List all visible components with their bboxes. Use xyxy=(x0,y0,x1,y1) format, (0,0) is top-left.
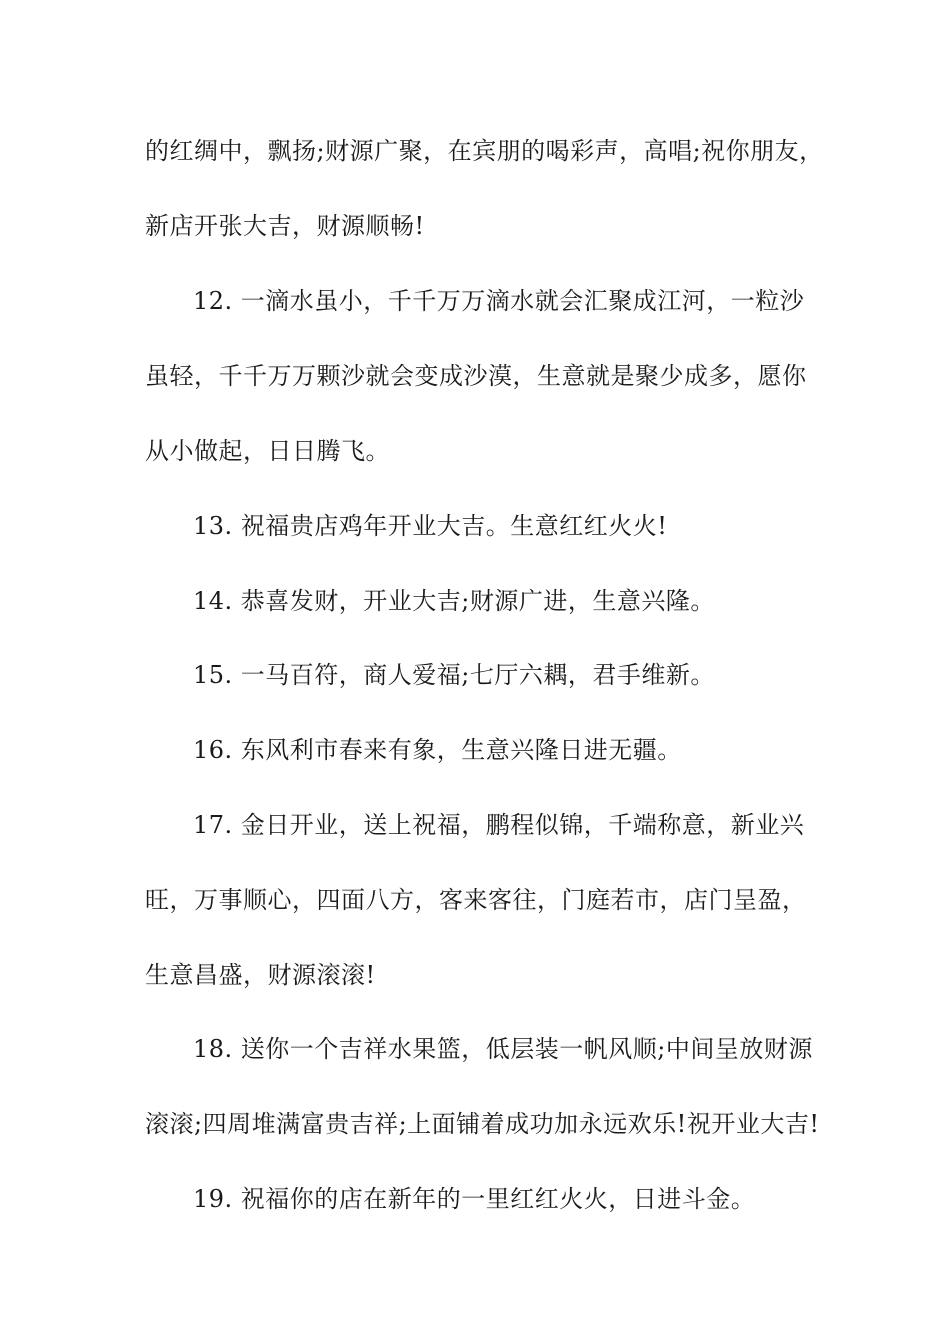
text-line: 虽轻，千千万万颗沙就会变成沙漠，生意就是聚少成多，愿你 xyxy=(145,362,807,390)
list-item-17: 17. 金日开业，送上祝福，鹏程似锦，千端称意，新业兴 xyxy=(193,811,805,839)
text-line: 的红绸中，飘扬;财源广聚，在宾朋的喝彩声，高唱;祝你朋友， xyxy=(145,137,824,165)
text-line: 从小做起，日日腾飞。 xyxy=(145,437,390,465)
list-item-18: 18. 送你一个吉祥水果篮，低层装一帆风顺;中间呈放财源 xyxy=(193,1035,813,1063)
list-item-12: 12. 一滴水虽小，千千万万滴水就会汇聚成江河，一粒沙 xyxy=(193,287,805,315)
text-line: 滚滚;四周堆满富贵吉祥;上面铺着成功加永远欢乐!祝开业大吉! xyxy=(145,1110,820,1138)
list-item-16: 16. 东风利市春来有象，生意兴隆日进无疆。 xyxy=(193,736,682,764)
text-line: 旺，万事顺心，四面八方，客来客往，门庭若市，店门呈盈， xyxy=(145,886,807,914)
text-line: 生意昌盛，财源滚滚! xyxy=(145,961,376,989)
list-item-13: 13. 祝福贵店鸡年开业大吉。生意红红火火! xyxy=(193,512,668,540)
list-item-19: 19. 祝福你的店在新年的一里红红火火，日进斗金。 xyxy=(193,1185,756,1213)
list-item-14: 14. 恭喜发财，开业大吉;财源广进，生意兴隆。 xyxy=(193,587,715,615)
list-item-15: 15. 一马百符，商人爱福;七厅六耦，君手维新。 xyxy=(193,661,715,689)
text-line: 新店开张大吉，财源顺畅! xyxy=(145,212,425,240)
